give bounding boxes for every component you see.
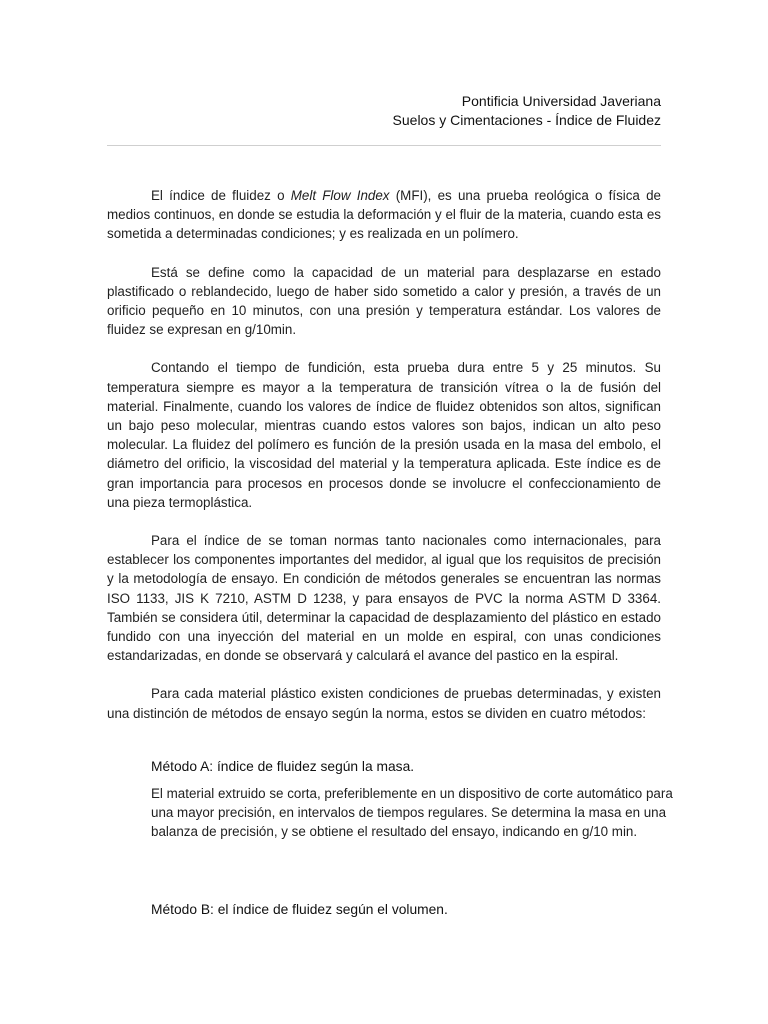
method-a-text: El material extruido se corta, preferiblemente en un dispositivo de corte automático para una mayor precisión, en intervalos de tiempos regulares. Se determina la masa en una balanza de precisión, y se obtiene el resultado del ensayo, indicando en g/10 min. [151,786,673,840]
header-subtitle: Suelos y Cimentaciones - Índice de Fluidez [392,112,661,128]
method-b-section [151,900,671,919]
paragraph-intro-start: El índice de fluidez o [151,188,291,203]
method-b-title: Método B: el índice de fluidez según el volumen. [151,902,448,917]
paragraph-intro [107,186,661,244]
method-a-title: Método A: índice de fluidez según la masa. [151,759,415,774]
paragraph-duration: Contando el tiempo de fundición, esta prueba dura entre 5 y 25 minutos. Su temperatura siempre es mayor a la temperatura de transición vítrea o la de fusión del material. Finalmente, cuando los valores de índice de fluidez obtenidos son altos, significan un bajo peso molecular, mientras cuando estos valores son bajos, indican un alto peso molecular. La fluidez del polímero es función de la presión usada en la masa del embolo, el diámetro del orificio, la viscosidad del material y la temperatura aplicada. Este índice es de gran importancia para procesos en procesos donde se involucre el confeccionamiento de una pieza termoplástica. [107,360,661,510]
header-divider [107,145,661,146]
document-body [107,186,661,742]
paragraph-definition: Está se define como la capacidad de un material para desplazarse en estado plastificado o reblandecido, luego de haber sido sometido a calor y presión, a través de un orificio pequeño en 10 minutos, con una presión y temperatura estándar. Los valores de fluidez se expresan en g/10min. [107,264,661,338]
header-institution: Pontificia Universidad Javeriana [461,93,661,109]
page-header [393,92,661,130]
paragraph-standards: Para el índice de se toman normas tanto nacionales como internacionales, para establecer los componentes importantes del medidor, al igual que los requisitos de precisión y la metodología de ensayo. En condición de métodos generales se encuentran las normas ISO 1133, JIS K 7210, ASTM D 1238, y para ensayos de PVC la norma ASTM D 3364. También se considera útil, determinar la capacidad de desplazamiento del plástico en estado fundido con una inyección del material en un molde en espiral, con unas condiciones estandarizadas, en donde se observará y calculará el avance del pastico en la espiral. [107,533,661,664]
paragraph-methods-intro: Para cada material plástico existen condiciones de pruebas determinadas, y existen una distinción de métodos de ensayo según la norma, estos se dividen en cuatro métodos: [107,686,661,721]
method-a-section [151,757,671,842]
melt-flow-index-term: Melt Flow Index [290,188,390,203]
paragraph-intro-end: (MFI), es una prueba reológica o física de medios continuos, en donde se estudia la deformación y el fluir de la materia, cuando esta es sometida a determinadas condiciones; y es realizada en un polímero. [107,188,661,242]
